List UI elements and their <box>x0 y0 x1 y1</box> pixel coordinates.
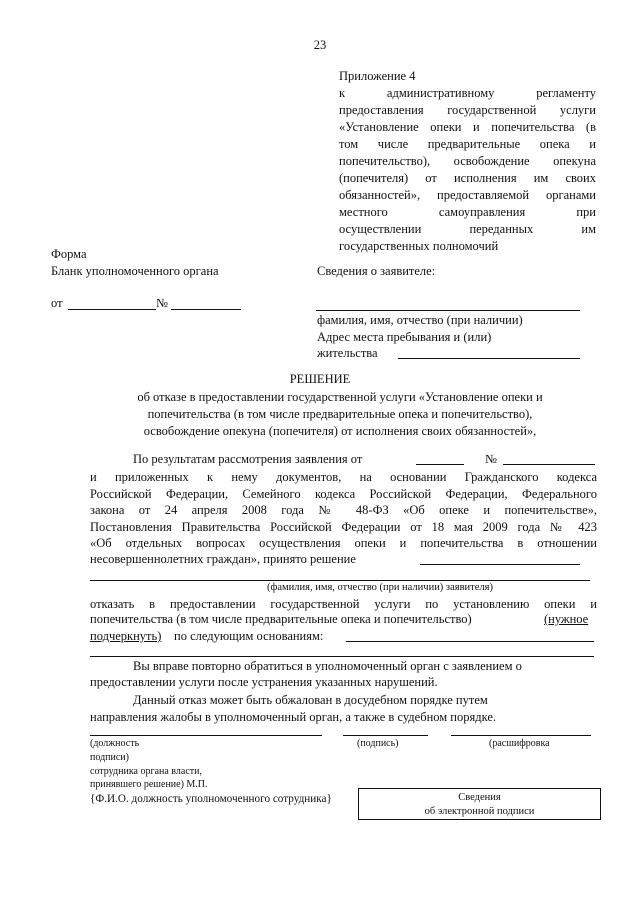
body1-line: Постановления Правительства Российской Федерации от 18 мая 2009 года № 423 <box>90 519 597 534</box>
applicant-name-line <box>316 310 580 311</box>
appendix-line: государственных полномочий <box>339 239 499 253</box>
esign-box <box>358 788 601 820</box>
applicant-address-line1: Адрес места пребывания и (или) <box>317 330 492 344</box>
grounds-fill-line <box>346 641 594 642</box>
page-number: 23 <box>313 38 327 52</box>
applicant-fio-line <box>90 580 590 581</box>
body1-last-line: несовершеннолетних граждан», принято решение <box>90 552 356 566</box>
date-line <box>68 309 156 310</box>
esign-box-line2: об электронной подписи <box>424 806 535 817</box>
body2-line3-a: подчеркнуть) <box>90 629 162 643</box>
appendix-line: местного самоуправления при <box>339 205 596 219</box>
body1-number-sign: № <box>485 452 497 466</box>
position-caption: (должность <box>90 738 140 749</box>
body2-line2-a: попечительства (в том числе предварительные опека и попечительство) <box>90 612 472 626</box>
application-number-line <box>503 464 595 465</box>
decision-fill-line <box>420 564 580 565</box>
body1-line: закона от 24 апреля 2008 года № 48-ФЗ «Об опеке и попечительстве», <box>90 503 597 518</box>
employee-line2: принявшего решение) М.П. <box>90 779 208 790</box>
body2-line2-b: (нужное <box>544 612 589 626</box>
subtitle-line: освобождение опекуна (попечителя) от исполнения своих обязанностей», <box>143 424 537 438</box>
subtitle-line: об отказе в предоставлении государственной услуги «Установление опеки и <box>137 390 543 404</box>
body1-line: «Об отдельных вопросах осуществления опеки и попечительства в отношении <box>90 536 597 551</box>
number-line <box>171 309 241 310</box>
appendix-line: осуществлении переданных им <box>339 222 596 236</box>
body1-line1-a: По результатам рассмотрения заявления от <box>133 452 363 466</box>
decision-title: РЕШЕНИЕ <box>289 372 351 386</box>
body4-line2: направления жалобы в уполномоченный орган, а также в судебном порядке. <box>90 710 497 724</box>
form-label: Форма <box>51 247 87 261</box>
appendix-line: «Установление опеки и попечительства (в <box>339 120 596 134</box>
body3-line2: предоставлении услуги после устранения указанных нарушений. <box>90 675 438 689</box>
body2-paragraph <box>90 596 597 613</box>
appendix-line: (попечителя) от исполнения им своих <box>339 171 596 185</box>
appendix-line: том числе предварительные опека и <box>339 137 596 151</box>
position-line <box>90 735 322 736</box>
esign-box-line1: Сведения <box>458 792 501 803</box>
appendix-line: предоставления государственной услуги <box>339 103 596 117</box>
body1-line: Российской Федерации, Семейного кодекса Российской Федерации, Федерального <box>90 486 597 501</box>
blank-label: Бланк уполномоченного органа <box>51 264 219 278</box>
applicant-address-fill <box>398 358 580 359</box>
body1-line: и приложенных к нему документов, на основании Гражданского кодекса <box>90 470 597 484</box>
number-sign: № <box>156 296 168 310</box>
signature-line <box>343 735 428 736</box>
caption-continuation: подписи) <box>90 752 129 763</box>
body2-line1: отказать в предоставлении государственной услуги по установлению опеки и <box>90 597 597 611</box>
appendix-line: Приложение 4 <box>339 69 416 83</box>
subtitle-line: попечительства (в том числе предварительные опека и попечительство), <box>147 407 533 421</box>
appendix-line: к административному регламенту <box>339 86 596 100</box>
signature-caption: (подпись) <box>357 738 399 749</box>
body2-line3-b: по следующим основаниям: <box>174 629 324 643</box>
applicant-name-caption: фамилия, имя, отчество (при наличии) <box>317 313 523 327</box>
body4-line1: Данный отказ может быть обжалован в досудебном порядке путем <box>133 693 488 707</box>
applicant-fio-caption: (фамилия, имя, отчество (при наличии) заявителя) <box>267 582 493 593</box>
decoding-line <box>451 735 591 736</box>
decoding-caption: (расшифровка <box>489 738 550 749</box>
grounds-fill-line-2 <box>90 656 594 657</box>
employee-line1: сотрудника органа власти, <box>90 766 202 777</box>
appendix-line: обязанностей», предоставляемой органами <box>339 188 596 202</box>
application-date-line <box>416 464 464 465</box>
body3-line1: Вы вправе повторно обратиться в уполномоченный орган с заявлением о <box>133 659 522 673</box>
body1-paragraph <box>90 469 597 552</box>
applicant-heading: Сведения о заявителе: <box>317 264 436 278</box>
fio-placeholder: {Ф.И.О. должность уполномоченного сотрудника} <box>90 793 332 805</box>
appendix-line: попечительство), освобождение опекуна <box>339 154 596 168</box>
appendix-block <box>339 68 596 255</box>
from-label: от <box>51 296 63 310</box>
applicant-address-line2: жительства <box>317 346 378 360</box>
